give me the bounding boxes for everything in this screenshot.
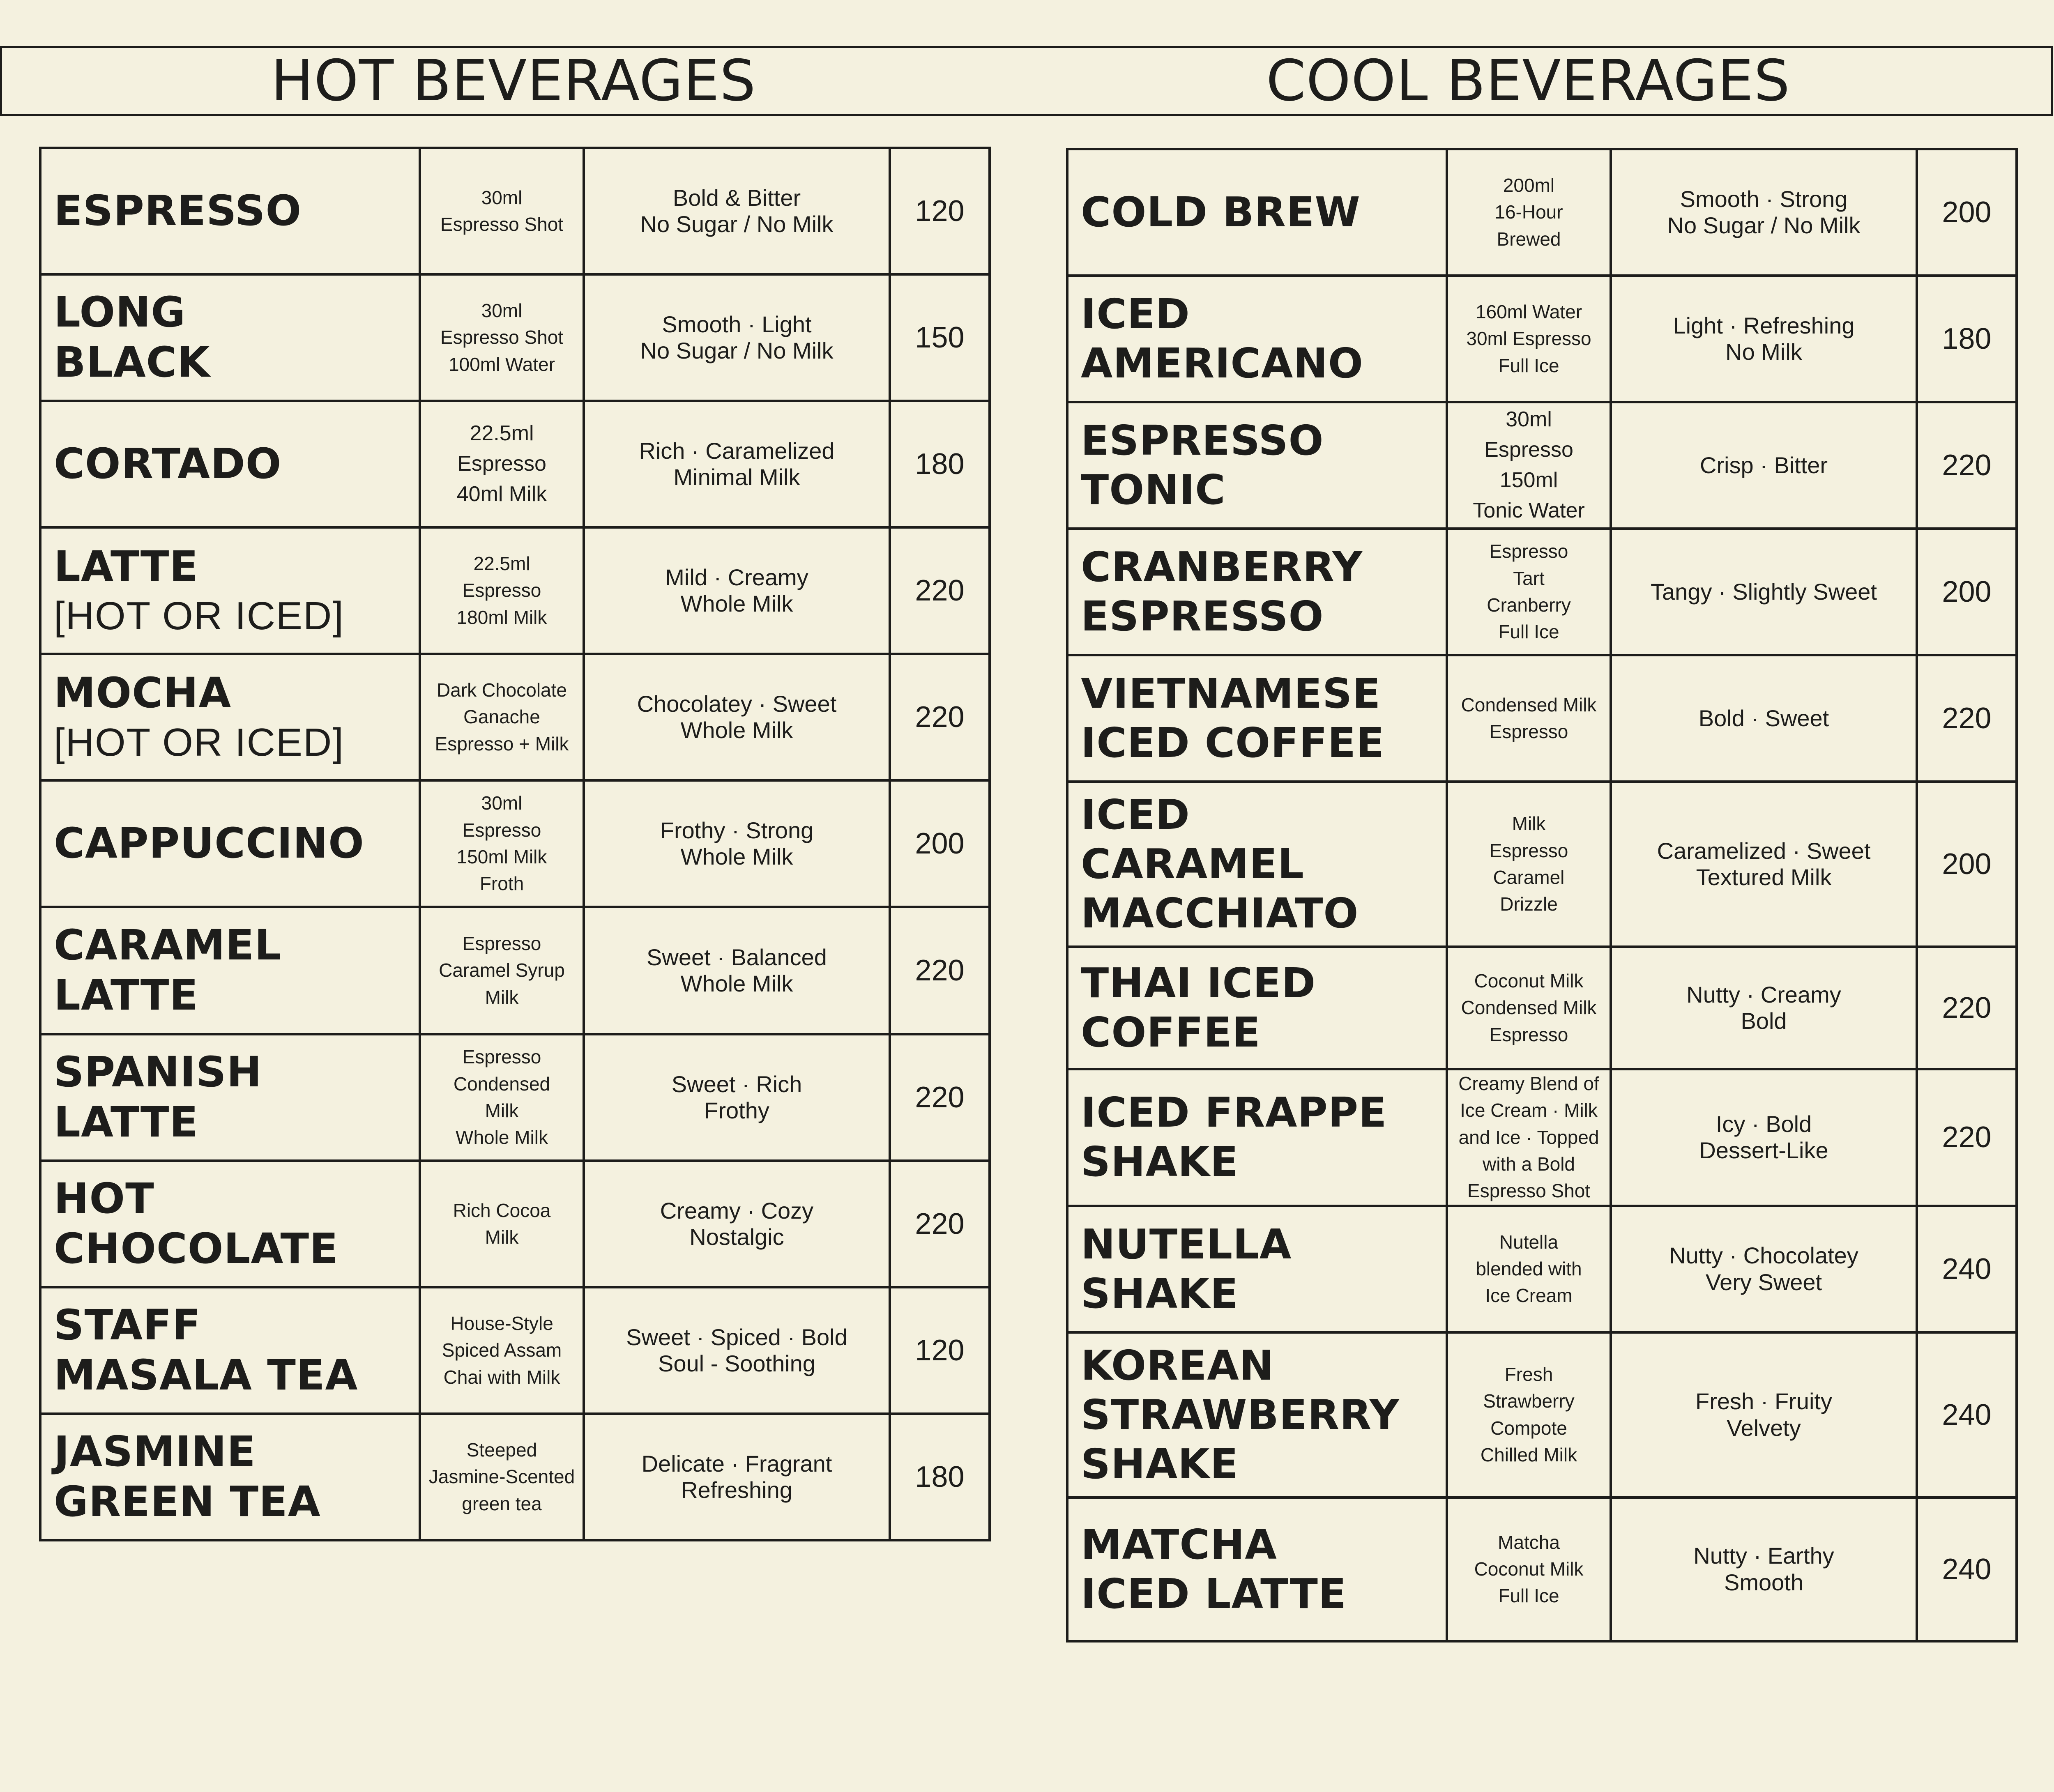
menu-row: [40, 907, 990, 1034]
drink-name-cell: [40, 907, 420, 1034]
drink-composition: Coconut Milk Condensed Milk Espresso: [1447, 947, 1611, 1069]
drink-name-cell: [40, 654, 420, 780]
drink-price: 220: [1917, 402, 2017, 529]
drink-taste-notes: Caramelized · Sweet Textured Milk: [1611, 782, 1917, 947]
menu-row: [40, 654, 990, 780]
drink-taste-notes: Creamy · Cozy Nostalgic: [584, 1161, 890, 1287]
cool-beverages-title: COOL BEVERAGES: [1266, 48, 1790, 114]
drink-composition: Condensed Milk Espresso: [1447, 655, 1611, 782]
menu-row: [1067, 1332, 2017, 1498]
menu-row: [40, 780, 990, 907]
drink-name-cell: [1067, 1332, 1447, 1498]
drink-name-cell: [40, 780, 420, 907]
drink-composition: 30ml Espresso Shot 100ml Water: [420, 274, 584, 401]
drink-taste-notes: Chocolatey · Sweet Whole Milk: [584, 654, 890, 780]
menu-row: [40, 401, 990, 527]
drink-composition: Espresso Caramel Syrup Milk: [420, 907, 584, 1034]
drink-price: 220: [1917, 1069, 2017, 1206]
drink-taste-notes: Tangy · Slightly Sweet: [1611, 529, 1917, 655]
drink-taste-notes: Nutty · Earthy Smooth: [1611, 1498, 1917, 1641]
drink-name: HOT CHOCOLATE: [54, 1174, 338, 1273]
drink-price: 240: [1917, 1332, 2017, 1498]
drink-taste-notes: Light · Refreshing No Milk: [1611, 276, 1917, 402]
drink-composition: Rich Cocoa Milk: [420, 1161, 584, 1287]
drink-name: ESPRESSO TONIC: [1081, 416, 1324, 514]
cool-beverages-table: [1066, 148, 2018, 1642]
drink-name: MATCHA ICED LATTE: [1081, 1520, 1347, 1618]
drink-name-cell: [1067, 149, 1447, 276]
drink-name-cell: [40, 1034, 420, 1161]
drink-name: CAPPUCCINO: [54, 819, 364, 868]
drink-price: 220: [890, 527, 990, 654]
drink-taste-notes: Bold & Bitter No Sugar / No Milk: [584, 148, 890, 274]
menu-row: [1067, 402, 2017, 529]
drink-name: SPANISH LATTE: [54, 1047, 262, 1147]
drink-taste-notes: Smooth · Strong No Sugar / No Milk: [1611, 149, 1917, 276]
drink-composition: 160ml Water 30ml Espresso Full Ice: [1447, 276, 1611, 402]
drink-taste-notes: Sweet · Spiced · Bold Soul - Soothing: [584, 1287, 890, 1414]
drink-variant: [HOT OR ICED]: [54, 593, 344, 638]
drink-taste-notes: Nutty · Chocolatey Very Sweet: [1611, 1206, 1917, 1332]
menu-row: [40, 1034, 990, 1161]
drink-name: LONG BLACK: [54, 288, 210, 387]
drink-name-cell: [1067, 529, 1447, 655]
drink-name: CRANBERRY ESPRESSO: [1081, 543, 1363, 640]
drink-name-cell: [40, 527, 420, 654]
drink-price: 200: [1917, 529, 2017, 655]
drink-taste-notes: Frothy · Strong Whole Milk: [584, 780, 890, 907]
menu-row: [40, 1414, 990, 1540]
drink-price: 150: [890, 274, 990, 401]
drink-name-cell: [40, 1161, 420, 1287]
menu-row: [40, 148, 990, 274]
drink-composition: Milk Espresso Caramel Drizzle: [1447, 782, 1611, 947]
drink-price: 240: [1917, 1206, 2017, 1332]
drink-name-cell: [40, 401, 420, 527]
drink-composition: 30ml Espresso Shot: [420, 148, 584, 274]
drink-composition: Creamy Blend of Ice Cream · Milk and Ice · Topped with a Bold Espresso Shot: [1447, 1069, 1611, 1206]
drink-name-cell: [40, 148, 420, 274]
drink-composition: Fresh Strawberry Compote Chilled Milk: [1447, 1332, 1611, 1498]
drink-composition: Steeped Jasmine-Scented green tea: [420, 1414, 584, 1540]
menu-row: [40, 1161, 990, 1287]
drink-taste-notes: Smooth · Light No Sugar / No Milk: [584, 274, 890, 401]
drink-composition: Espresso Tart Cranberry Full Ice: [1447, 529, 1611, 655]
drink-price: 180: [890, 1414, 990, 1540]
drink-name-cell: [1067, 1069, 1447, 1206]
drink-name: STAFF MASALA TEA: [54, 1300, 358, 1400]
drink-price: 120: [890, 148, 990, 274]
drink-composition: 200ml 16-Hour Brewed: [1447, 149, 1611, 276]
menu-row: [1067, 149, 2017, 276]
drink-composition: 30ml Espresso 150ml Tonic Water: [1447, 402, 1611, 529]
drink-composition: Matcha Coconut Milk Full Ice: [1447, 1498, 1611, 1641]
drink-taste-notes: Rich · Caramelized Minimal Milk: [584, 401, 890, 527]
drink-name-cell: [40, 1414, 420, 1540]
drink-name: ICED FRAPPE SHAKE: [1081, 1088, 1387, 1186]
drink-taste-notes: Nutty · Creamy Bold: [1611, 947, 1917, 1069]
drink-name: NUTELLA SHAKE: [1081, 1220, 1292, 1318]
drink-name-cell: [1067, 1206, 1447, 1332]
drink-composition: 22.5ml Espresso 180ml Milk: [420, 527, 584, 654]
drink-name: ICED AMERICANO: [1081, 290, 1363, 387]
drink-price: 220: [1917, 655, 2017, 782]
menu-row: [1067, 1206, 2017, 1332]
drink-name-cell: [1067, 782, 1447, 947]
drink-price: 240: [1917, 1498, 2017, 1641]
drink-name: COLD BREW: [1081, 188, 1361, 236]
drink-name: MOCHA: [54, 669, 232, 718]
menu-row: [1067, 947, 2017, 1069]
drink-name: ESPRESSO: [54, 186, 302, 235]
drink-composition: 22.5ml Espresso 40ml Milk: [420, 401, 584, 527]
menu-row: [40, 527, 990, 654]
drink-name: ICED CARAMEL MACCHIATO: [1081, 791, 1359, 937]
drink-taste-notes: Sweet · Balanced Whole Milk: [584, 907, 890, 1034]
drink-name: JASMINE GREEN TEA: [54, 1427, 321, 1526]
drink-composition: 30ml Espresso 150ml Milk Froth: [420, 780, 584, 907]
drink-taste-notes: Mild · Creamy Whole Milk: [584, 527, 890, 654]
drink-price: 220: [1917, 947, 2017, 1069]
drink-price: 220: [890, 654, 990, 780]
drink-price: 220: [890, 1161, 990, 1287]
drink-price: 200: [1917, 149, 2017, 276]
drink-price: 120: [890, 1287, 990, 1414]
drink-price: 220: [890, 1034, 990, 1161]
drink-name: THAI ICED COFFEE: [1081, 959, 1316, 1056]
drink-name-cell: [40, 274, 420, 401]
drink-composition: Espresso Condensed Milk Whole Milk: [420, 1034, 584, 1161]
hot-beverages-table: [39, 147, 991, 1541]
drink-name: VIETNAMESE ICED COFFEE: [1081, 669, 1385, 767]
drink-taste-notes: Crisp · Bitter: [1611, 402, 1917, 529]
menu-row: [1067, 655, 2017, 782]
drink-variant: [HOT OR ICED]: [54, 720, 344, 764]
drink-price: 200: [1917, 782, 2017, 947]
drink-composition: Nutella blended with Ice Cream: [1447, 1206, 1611, 1332]
drink-price: 180: [1917, 276, 2017, 402]
menu-row: [1067, 1069, 2017, 1206]
drink-name-cell: [1067, 402, 1447, 529]
drink-taste-notes: Sweet · Rich Frothy: [584, 1034, 890, 1161]
drink-name: LATTE: [54, 542, 199, 591]
drink-name: CARAMEL LATTE: [54, 920, 282, 1020]
drink-name-cell: [1067, 947, 1447, 1069]
drink-price: 220: [890, 907, 990, 1034]
drink-name: CORTADO: [54, 439, 282, 488]
drink-taste-notes: Icy · Bold Dessert-Like: [1611, 1069, 1917, 1206]
drink-taste-notes: Delicate · Fragrant Refreshing: [584, 1414, 890, 1540]
drink-name-cell: [1067, 276, 1447, 402]
menu-row: [1067, 782, 2017, 947]
hot-beverages-title: HOT BEVERAGES: [271, 48, 756, 114]
drink-composition: Dark Chocolate Ganache Espresso + Milk: [420, 654, 584, 780]
drink-name-cell: [1067, 1498, 1447, 1641]
menu-row: [1067, 276, 2017, 402]
menu-row: [1067, 1498, 2017, 1641]
menu-row: [1067, 529, 2017, 655]
drink-name-cell: [1067, 655, 1447, 782]
menu-row: [40, 274, 990, 401]
drink-taste-notes: Bold · Sweet: [1611, 655, 1917, 782]
menu-row: [40, 1287, 990, 1414]
drink-name: KOREAN STRAWBERRY SHAKE: [1081, 1341, 1400, 1488]
drink-composition: House-Style Spiced Assam Chai with Milk: [420, 1287, 584, 1414]
drink-price: 200: [890, 780, 990, 907]
drink-price: 180: [890, 401, 990, 527]
drink-name-cell: [40, 1287, 420, 1414]
drink-taste-notes: Fresh · Fruity Velvety: [1611, 1332, 1917, 1498]
